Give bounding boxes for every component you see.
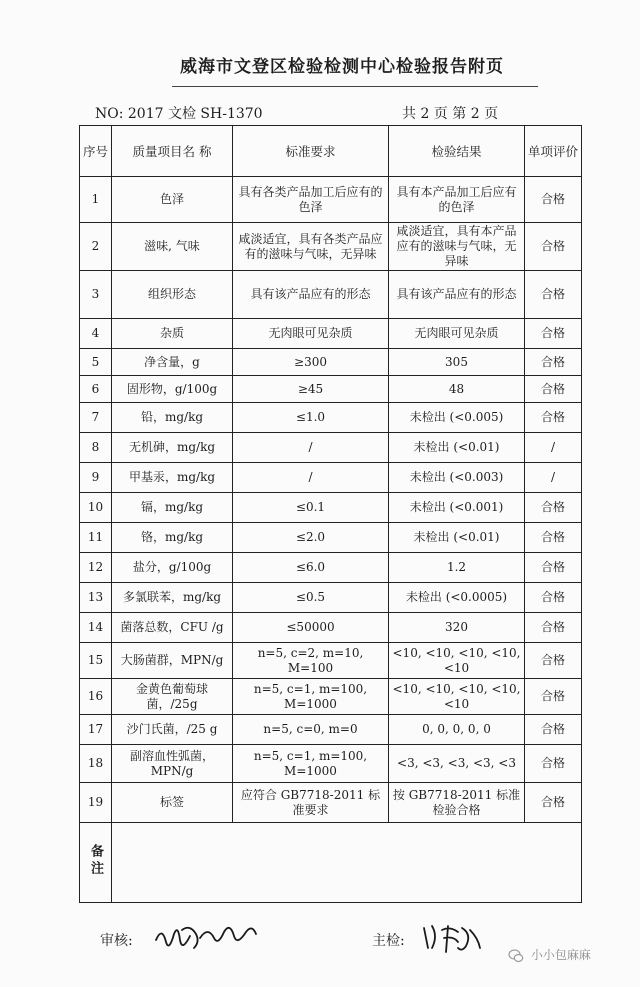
reviewer-label: 审核: (100, 933, 133, 949)
row-index: 11 (80, 523, 112, 553)
row-index: 8 (80, 433, 112, 463)
row-item: 杂质 (112, 319, 233, 349)
row-evaluation: 合格 (525, 745, 582, 783)
row-standard: ≤2.0 (233, 523, 389, 553)
row-index: 9 (80, 463, 112, 493)
row-item: 无机砷，mg/kg (112, 433, 233, 463)
row-result: 未检出 (<0.005) (389, 403, 525, 433)
row-result: 未检出 (<0.0005) (389, 583, 525, 613)
row-evaluation: 合格 (525, 553, 582, 583)
row-standard: / (233, 433, 389, 463)
row-standard: ≤50000 (233, 613, 389, 643)
row-standard: n=5, c=1, m=100, M=1000 (233, 679, 389, 715)
row-standard: n=5, c=0, m=0 (233, 715, 389, 745)
row-index: 18 (80, 745, 112, 783)
watermark (508, 946, 591, 964)
header-result: 检验结果 (389, 126, 525, 177)
row-result: 未检出 (<0.01) (389, 433, 525, 463)
row-item: 副溶血性弧菌，MPN/g (112, 745, 233, 783)
row-item: 菌落总数，CFU /g (112, 613, 233, 643)
header-standard: 标准要求 (233, 126, 389, 177)
row-item: 多氯联苯，mg/kg (112, 583, 233, 613)
row-index: 3 (80, 271, 112, 319)
row-index: 7 (80, 403, 112, 433)
table-row (80, 745, 582, 783)
row-standard: 具有各类产品加工后应有的色泽 (233, 177, 389, 223)
row-evaluation: / (525, 433, 582, 463)
report-number: NO: 2017 文检 SH-1370 (95, 106, 263, 122)
row-standard: ≤6.0 (233, 553, 389, 583)
inspector-label: 主检: (372, 933, 405, 949)
row-evaluation: 合格 (525, 679, 582, 715)
title-underline (172, 86, 538, 87)
row-item: 铅，mg/kg (112, 403, 233, 433)
row-index: 16 (80, 679, 112, 715)
row-standard: ≥45 (233, 376, 389, 403)
row-result: <3, <3, <3, <3, <3 (389, 745, 525, 783)
row-result: 未检出 (<0.01) (389, 523, 525, 553)
row-index: 14 (80, 613, 112, 643)
row-standard: 应符合 GB7718-2011 标准要求 (233, 783, 389, 823)
row-evaluation: 合格 (525, 376, 582, 403)
header-evaluation: 单项评价 (525, 126, 582, 177)
row-item: 铬，mg/kg (112, 523, 233, 553)
row-evaluation: 合格 (525, 715, 582, 745)
row-standard: ≤0.1 (233, 493, 389, 523)
row-standard: 咸淡适宜，具有各类产品应有的滋味与气味，无异味 (233, 223, 389, 271)
table-row (80, 553, 582, 583)
row-result: <10, <10, <10, <10, <10 (389, 679, 525, 715)
row-result: 1.2 (389, 553, 525, 583)
row-item: 金黄色葡萄球菌，/25g (112, 679, 233, 715)
row-item: 镉，mg/kg (112, 493, 233, 523)
row-evaluation: 合格 (525, 643, 582, 679)
table-row (80, 493, 582, 523)
row-evaluation: / (525, 463, 582, 493)
table-row (80, 783, 582, 823)
notes-label (80, 823, 112, 903)
row-result: 按 GB7718-2011 标准检验合格 (389, 783, 525, 823)
row-standard: 无肉眼可见杂质 (233, 319, 389, 349)
row-result: 48 (389, 376, 525, 403)
page-indicator: 共 2 页 第 2 页 (402, 106, 499, 122)
row-standard: ≤0.5 (233, 583, 389, 613)
row-evaluation: 合格 (525, 319, 582, 349)
row-evaluation: 合格 (525, 403, 582, 433)
row-result: 0, 0, 0, 0, 0 (389, 715, 525, 745)
row-evaluation: 合格 (525, 493, 582, 523)
row-standard: n=5, c=2, m=10, M=100 (233, 643, 389, 679)
notes-label-text: 备注 (88, 843, 103, 878)
table-row (80, 679, 582, 715)
row-item: 净含量，g (112, 349, 233, 376)
row-item: 色泽 (112, 177, 233, 223)
table-row (80, 349, 582, 376)
row-index: 10 (80, 493, 112, 523)
table-row (80, 223, 582, 271)
row-standard: ≥300 (233, 349, 389, 376)
wechat-icon (508, 948, 524, 964)
row-result: <10, <10, <10, <10, <10 (389, 643, 525, 679)
row-evaluation: 合格 (525, 583, 582, 613)
row-index: 12 (80, 553, 112, 583)
row-result: 咸淡适宜，具有本产品应有的滋味与气味，无异味 (389, 223, 525, 271)
row-item: 组织形态 (112, 271, 233, 319)
row-standard: / (233, 463, 389, 493)
row-index: 6 (80, 376, 112, 403)
row-item: 固形物，g/100g (112, 376, 233, 403)
inspector-signature (418, 920, 488, 956)
table-row (80, 271, 582, 319)
table-row (80, 319, 582, 349)
row-index: 1 (80, 177, 112, 223)
row-standard: 具有该产品应有的形态 (233, 271, 389, 319)
table-row (80, 177, 582, 223)
row-result: 未检出 (<0.001) (389, 493, 525, 523)
row-index: 17 (80, 715, 112, 745)
row-standard: n=5, c=1, m=100, M=1000 (233, 745, 389, 783)
row-item: 沙门氏菌，/25 g (112, 715, 233, 745)
row-index: 15 (80, 643, 112, 679)
row-evaluation: 合格 (525, 613, 582, 643)
row-index: 19 (80, 783, 112, 823)
table-header-row (80, 126, 582, 177)
table-row (80, 583, 582, 613)
row-index: 2 (80, 223, 112, 271)
row-result: 305 (389, 349, 525, 376)
row-item: 滋味, 气味 (112, 223, 233, 271)
table-row (80, 433, 582, 463)
inspection-table (79, 125, 582, 903)
row-evaluation: 合格 (525, 223, 582, 271)
row-evaluation: 合格 (525, 783, 582, 823)
table-row (80, 463, 582, 493)
row-evaluation: 合格 (525, 349, 582, 376)
row-result: 未检出 (<0.003) (389, 463, 525, 493)
notes-value (112, 823, 582, 903)
row-result: 无肉眼可见杂质 (389, 319, 525, 349)
row-item: 盐分，g/100g (112, 553, 233, 583)
report-title: 威海市文登区检验检测中心检验报告附页 (180, 57, 504, 77)
row-evaluation: 合格 (525, 523, 582, 553)
row-standard: ≤1.0 (233, 403, 389, 433)
row-result: 具有该产品应有的形态 (389, 271, 525, 319)
row-result: 320 (389, 613, 525, 643)
table-row (80, 523, 582, 553)
row-index: 4 (80, 319, 112, 349)
row-item: 大肠菌群，MPN/g (112, 643, 233, 679)
reviewer-signature (152, 920, 272, 956)
table-row (80, 613, 582, 643)
row-index: 13 (80, 583, 112, 613)
table-row (80, 376, 582, 403)
table-row (80, 643, 582, 679)
row-evaluation: 合格 (525, 271, 582, 319)
row-evaluation: 合格 (525, 177, 582, 223)
header-item: 质量项目名 称 (112, 126, 233, 177)
row-index: 5 (80, 349, 112, 376)
row-item: 甲基汞，mg/kg (112, 463, 233, 493)
table-row (80, 403, 582, 433)
watermark-text: 小小包麻麻 (530, 948, 591, 962)
table-row (80, 715, 582, 745)
row-result: 具有本产品加工后应有的色泽 (389, 177, 525, 223)
notes-row (80, 823, 582, 903)
row-item: 标签 (112, 783, 233, 823)
header-index: 序号 (80, 126, 112, 177)
